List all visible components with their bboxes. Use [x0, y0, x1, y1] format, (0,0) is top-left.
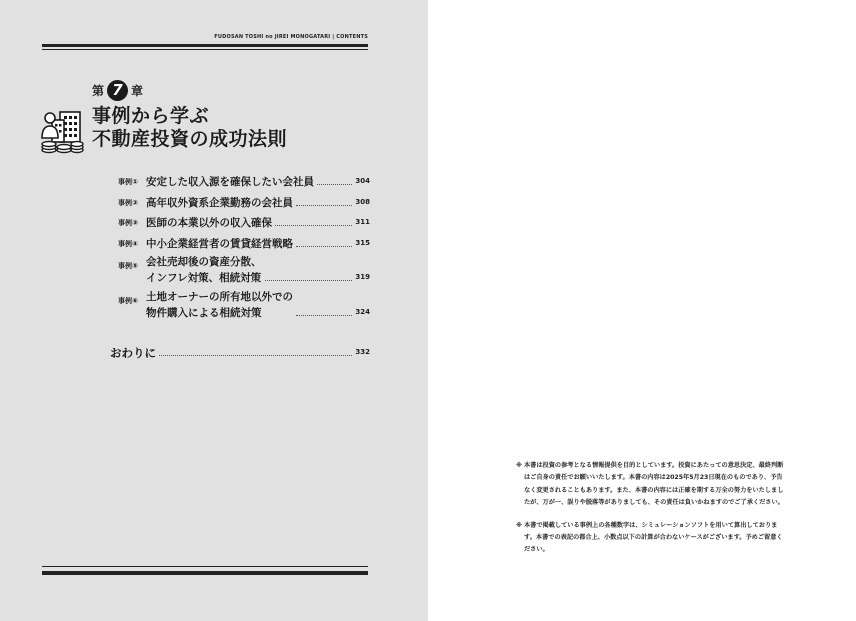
note-mark: ※: [516, 462, 523, 469]
toc-leader-dots: [296, 205, 352, 206]
toc-page-number: 311: [355, 218, 370, 226]
disclaimer-note-2: [516, 520, 784, 557]
toc-case-label: 事例⑤: [118, 262, 138, 270]
disclaimer-note-1: [516, 460, 784, 510]
toc-entry-closing[interactable]: [110, 344, 370, 361]
toc-page-number: 315: [355, 239, 370, 247]
toc-leader-dots: [296, 315, 352, 316]
note-text: 本書で掲載している事例上の各種数字は、シミュレーションソフトを用いて算出しております。本書での表記の都合上、小数点以下の計算が合わないケースがございます。予めご留意ください。: [524, 521, 783, 554]
toc-entry-2[interactable]: [118, 191, 370, 211]
toc-page-number: 308: [355, 198, 370, 206]
chapter-number: 7: [107, 80, 128, 101]
toc-page-number: 319: [355, 273, 370, 281]
toc-case-label: 事例④: [118, 240, 138, 248]
toc-leader-dots: [159, 355, 352, 356]
toc-entry-title: 高年収外資系企業勤務の会社員: [146, 197, 293, 209]
closing-page-number: 332: [355, 348, 370, 356]
toc-leader-dots: [275, 225, 352, 226]
disclaimer-notes: [516, 460, 784, 567]
running-header: [0, 32, 368, 45]
toc-case-label: 事例③: [118, 219, 138, 227]
toc-entry-title: 中小企業経営者の賃貸経営戦略: [146, 238, 293, 250]
footer-rule-thick: [42, 571, 368, 575]
toc-entry-title: 土地オーナーの所有地以外での 物件購入による相続対策: [146, 291, 293, 319]
toc-entry-5[interactable]: [118, 254, 370, 286]
toc-entry-title: 会社売却後の資産分散、 インフレ対策、相続対策: [146, 256, 262, 284]
toc-entry-6[interactable]: [118, 289, 370, 321]
toc-entry-3[interactable]: [118, 211, 370, 231]
chapter-suffix: 章: [131, 83, 144, 98]
investor-buildings-coins-icon: [40, 108, 84, 154]
toc-leader-dots: [265, 280, 353, 281]
header-rule-thick: [42, 44, 368, 47]
toc-entry-4[interactable]: [118, 232, 370, 252]
toc-entry-title: 安定した収入源を確保したい会社員: [146, 176, 314, 188]
header-rule-thin: [42, 49, 368, 50]
closing-title: おわりに: [110, 346, 156, 360]
running-title: FUDOSAN TOSHI no JIREI MONOGATARI | CONTENTS: [214, 34, 368, 40]
chapter-label: [92, 78, 143, 102]
chapter-prefix: 第: [92, 83, 105, 98]
footer-rule-thin: [42, 566, 368, 567]
toc-page-number: 304: [355, 177, 370, 185]
toc-page-number: 324: [355, 308, 370, 316]
note-mark: ※: [516, 521, 523, 529]
toc-case-label: 事例①: [118, 178, 138, 186]
toc-case-label: 事例⑥: [118, 297, 138, 305]
toc-case-label: 事例②: [118, 199, 138, 207]
toc-entry-title: 医師の本業以外の収入確保: [146, 217, 272, 229]
toc-entry-1[interactable]: [118, 170, 370, 190]
chapter-title: [92, 105, 287, 151]
chapter-title-line-2: 不動産投資の成功法則: [92, 128, 288, 150]
toc-leader-dots: [296, 246, 352, 247]
toc-leader-dots: [317, 184, 352, 185]
chapter-title-line-1: 事例から学ぶ: [92, 105, 210, 127]
note-text: 本書は投資の参考となる情報提供を目的としています。投資にあたっての意思決定、最終判断はご自身の責任でお願いいたします。本書の内容は2025年5月23日現在のものであり、予告なく変更されることもあります。また、本書の内容には正確を期する万全の努力をいたしましたが、万が一、誤りや脱落等がありましても、その責任は負いかねますのでご了承ください。: [524, 462, 784, 507]
